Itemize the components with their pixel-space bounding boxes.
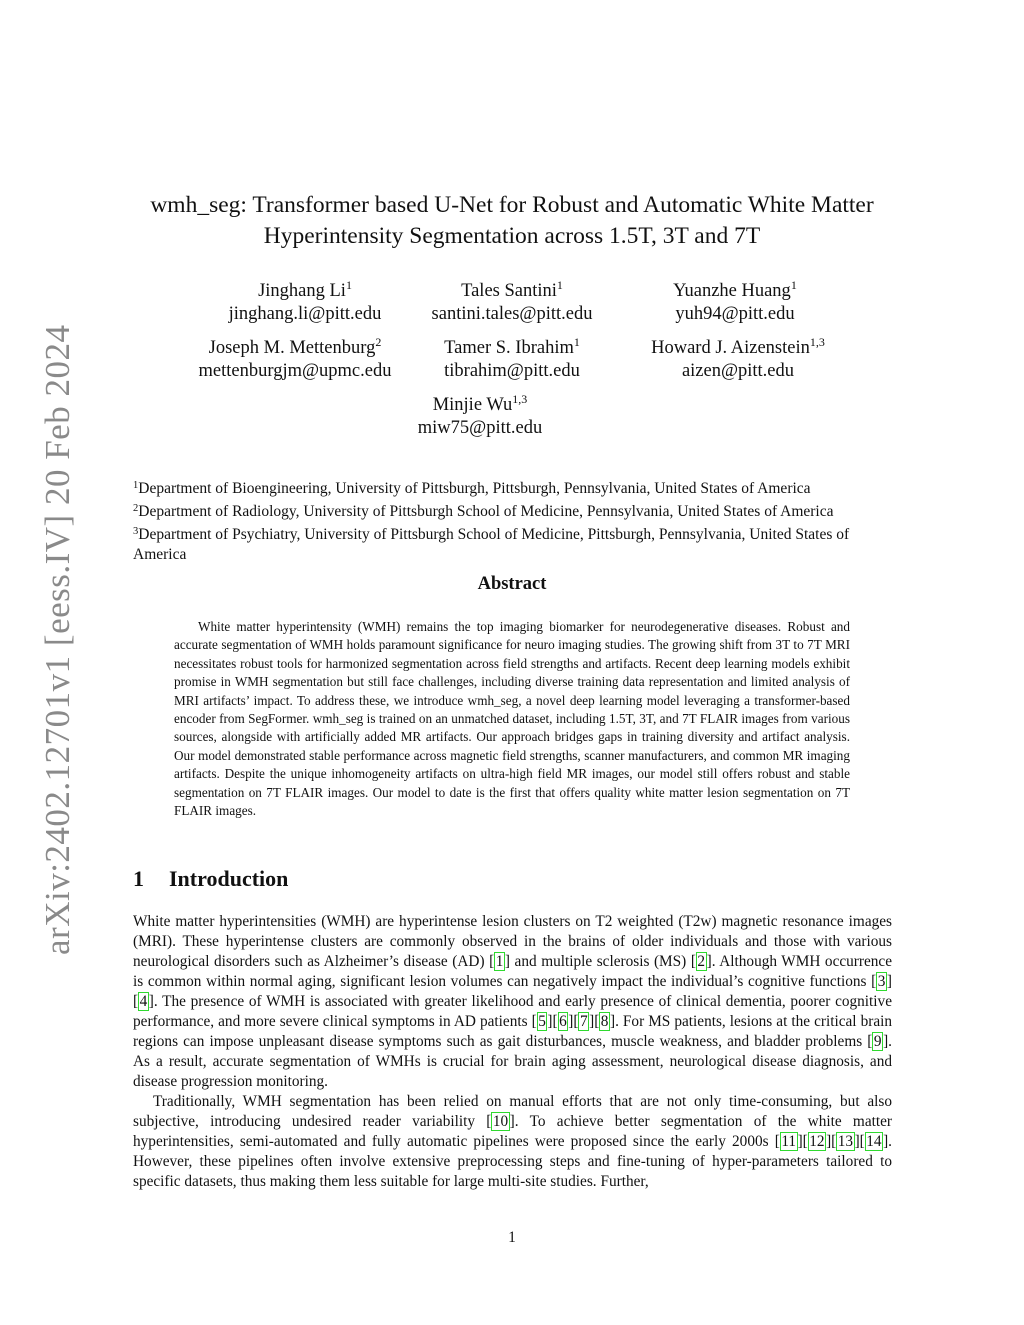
abstract-body: White matter hyperintensity (WMH) remains the top imaging biomarker for neurodegenerative diseases. Robust and accurate segmentation of WMH holds paramount significance for neuro imaging studies. The growing shift from 3T to 7T MRI necessitates robust tools for harmonized segmentation across field strengths and artifacts. Recent deep learning models exhibit promise in WMH segmentation but still face challenges, including diverse training data representation and limited analysis of MRI artifacts’ impact. To address these, we introduce wmh_seg, a novel deep learning model leveraging a transformer-based encoder from SegFormer. wmh_seg is trained on an unmatched dataset, including 1.5T, 3T, and 7T FLAIR images from various sources, alongside with artificially added MR artifacts. Our approach bridges gaps in training diversity and artifact analysis. Our model demonstrated stable performance across magnetic field strengths, scanner manufacturers, and common MR imaging artifacts. Despite the unique inhomogeneity artifacts on ultra-high field MR images, our model still offers robust and stable segmentation on 7T FLAIR images. Our model to date is the first that offers quality white matter lesion segmentation on 7T FLAIR images. bbox=[174, 619, 850, 819]
citation-link[interactable]: 14 bbox=[866, 1133, 882, 1150]
author-email: aizen@pitt.edu bbox=[681, 361, 795, 381]
author-email: jinghang.li@pitt.edu bbox=[228, 304, 382, 324]
affiliations bbox=[133, 476, 893, 565]
author-affil-mark: 1,3 bbox=[512, 392, 528, 406]
title-line-2: Hyperintensity Segmentation across 1.5T, 3T and 7T bbox=[263, 223, 761, 249]
author-email: miw75@pitt.edu bbox=[417, 418, 543, 438]
text-run: . For MS patients, lesions at the critical brain regions can impose unpleasant disease symptoms such as gait disturbances, muscle weakness, and bladder problems bbox=[133, 1013, 893, 1050]
author-name: Minjie Wu bbox=[432, 395, 513, 415]
affiliation bbox=[133, 522, 893, 565]
author-affil-mark: 1 bbox=[345, 278, 352, 292]
text-run: . However, these pipelines often involve extensive preprocessing steps and fine-tuning of hyper-parameters tailored to specific datasets, thus making them less suitable for large multi-site studies. Further, bbox=[133, 1133, 892, 1190]
author-email: tibrahim@pitt.edu bbox=[444, 361, 580, 381]
text-run: . Although WMH occurrence is common within normal aging, significant lesion volumes can negatively impact the individual’s cognitive functions bbox=[133, 953, 893, 990]
abstract-heading: Abstract bbox=[477, 574, 547, 594]
author-name: Tales Santini bbox=[461, 281, 557, 301]
text-run: and multiple sclerosis (MS) bbox=[510, 953, 691, 970]
author-name: Yuanzhe Huang bbox=[673, 281, 791, 301]
affiliation bbox=[133, 499, 893, 522]
author-email: mettenburgjm@upmc.edu bbox=[198, 361, 392, 381]
author-name: Jinghang Li bbox=[258, 281, 346, 301]
author-block bbox=[185, 331, 405, 383]
text-run: . As a result, accurate segmentation of WMHs is crucial for brain aging assessment, neurological disease diagnosis, and disease progression monitoring. bbox=[133, 1033, 892, 1090]
section-number: 1 bbox=[133, 866, 144, 891]
affiliation-mark: 2 bbox=[133, 503, 139, 514]
text-run: White matter hyperintensities (WMH) are hyperintense lesion clusters on T2 weighted (T2w) magnetic resonance images (MRI). These hyperintense clusters are commonly observed in the brains of older individuals and those with various neurological disorders such as Alzheimer’s disease (AD) bbox=[133, 913, 892, 970]
section-title: Introduction bbox=[169, 866, 289, 891]
author-name: Joseph M. Mettenburg bbox=[208, 338, 376, 358]
citation-link[interactable]: 5 bbox=[538, 1013, 546, 1030]
citation-link[interactable]: 10 bbox=[492, 1113, 509, 1130]
author-email: santini.tales@pitt.edu bbox=[431, 304, 593, 324]
affiliation-text: Department of Psychiatry, University of Pittsburgh School of Medicine, Pittsburgh, Pennsylvania, United States of America bbox=[133, 526, 850, 563]
author-name: Tamer S. Ibrahim bbox=[444, 338, 574, 358]
author-block bbox=[380, 388, 580, 440]
arxiv-identifier-text: arXiv:2402.12701v1 [eess.IV] 20 Feb 2024 bbox=[38, 324, 77, 955]
author-affil-mark: 1 bbox=[573, 335, 580, 349]
citation-link[interactable]: 13 bbox=[837, 1133, 854, 1150]
author-block bbox=[635, 274, 835, 326]
author-block bbox=[205, 274, 405, 326]
citation-link[interactable]: 3 bbox=[877, 973, 886, 990]
affiliation-text: Department of Radiology, University of Pittsburgh School of Medicine, Pennsylvania, United States of America bbox=[138, 503, 834, 520]
text-run: . The presence of WMH is associated with greater likelihood and early presence of clinical dementia, poorer cognitive performance, and more severe clinical symptoms in AD patients bbox=[133, 993, 892, 1030]
author-affil-mark: 1,3 bbox=[809, 335, 825, 349]
author-email: yuh94@pitt.edu bbox=[675, 304, 795, 324]
text-run: . To achieve better segmentation of the white matter hyperintensities, semi-automated and fully automatic pipelines were proposed since the early 2000s bbox=[133, 1113, 892, 1150]
paragraph: White matter hyperintensities (WMH) are hyperintense lesion clusters on T2 weighted (T2w) magnetic resonance images (MRI). These hyperintense clusters are commonly observed in the brains of older individuals and those with various neurological disorders such as Alzheimer’s disease (AD) [1] and multiple sclerosis (MS) [2]. Although WMH occurrence is common within normal aging, significant lesion volumes can negatively impact the individual’s cognitive functions [3] [4]. The presence of WMH is associated with greater likelihood and early presence of clinical dementia, poorer cognitive performance, and more severe clinical symptoms in AD patients [5][6][7][8]. For MS patients, lesions at the critical brain regions can impose unpleasant disease symptoms such as gait disturbances, muscle weakness, and bladder problems [9]. As a result, accurate segmentation of WMHs is crucial for brain aging assessment, neurological disease diagnosis, and disease progression monitoring. bbox=[133, 913, 893, 1090]
affiliation-mark: 3 bbox=[133, 526, 139, 537]
citation-link[interactable]: 11 bbox=[781, 1133, 797, 1150]
affiliation-mark: 1 bbox=[133, 480, 139, 491]
author-block bbox=[412, 274, 612, 326]
paragraph: Traditionally, WMH segmentation has been relied on manual efforts that are not only time-consuming, but also subjective, introducing undesired reader variability [10]. To achieve better segmentation of the white matter hyperintensities, semi-automated and fully automatic pipelines were proposed since the early 2000s [11][12][13][14]. However, these pipelines often involve extensive preprocessing steps and fine-tuning of hyper-parameters tailored to specific datasets, thus making them less suitable for large multi-site studies. Further, bbox=[133, 1093, 892, 1190]
citation-link[interactable]: 4 bbox=[139, 993, 148, 1010]
author-name: Howard J. Aizenstein bbox=[651, 338, 810, 358]
citation-link[interactable]: 8 bbox=[600, 1013, 609, 1030]
affiliation-text: Department of Bioengineering, University of Pittsburgh, Pittsburgh, Pennsylvania, United States of America bbox=[138, 480, 811, 497]
introduction-body bbox=[133, 912, 892, 1192]
title-line-1: wmh_seg: Transformer based U-Net for Robust and Automatic White Matter bbox=[150, 192, 874, 218]
page-number: 1 bbox=[508, 1229, 516, 1246]
paper-title bbox=[130, 190, 894, 252]
author-block bbox=[628, 331, 848, 383]
citation-link[interactable]: 1 bbox=[495, 953, 504, 970]
author-affil-mark: 1 bbox=[556, 278, 563, 292]
author-affil-mark: 1 bbox=[790, 278, 797, 292]
citation-link[interactable]: 2 bbox=[697, 953, 706, 970]
citation-link[interactable]: 12 bbox=[809, 1133, 825, 1150]
citation-link[interactable]: 9 bbox=[873, 1033, 882, 1050]
section-heading bbox=[133, 866, 288, 892]
text-run: Traditionally, WMH segmentation has been relied on manual efforts that are not only time-consuming, but also subjective, introducing undesired reader variability bbox=[133, 1093, 892, 1130]
author-affil-mark: 2 bbox=[375, 335, 382, 349]
citation-link[interactable]: 7 bbox=[579, 1013, 588, 1030]
citation-link[interactable]: 6 bbox=[559, 1013, 567, 1030]
affiliation bbox=[133, 476, 893, 499]
author-block bbox=[412, 331, 612, 383]
